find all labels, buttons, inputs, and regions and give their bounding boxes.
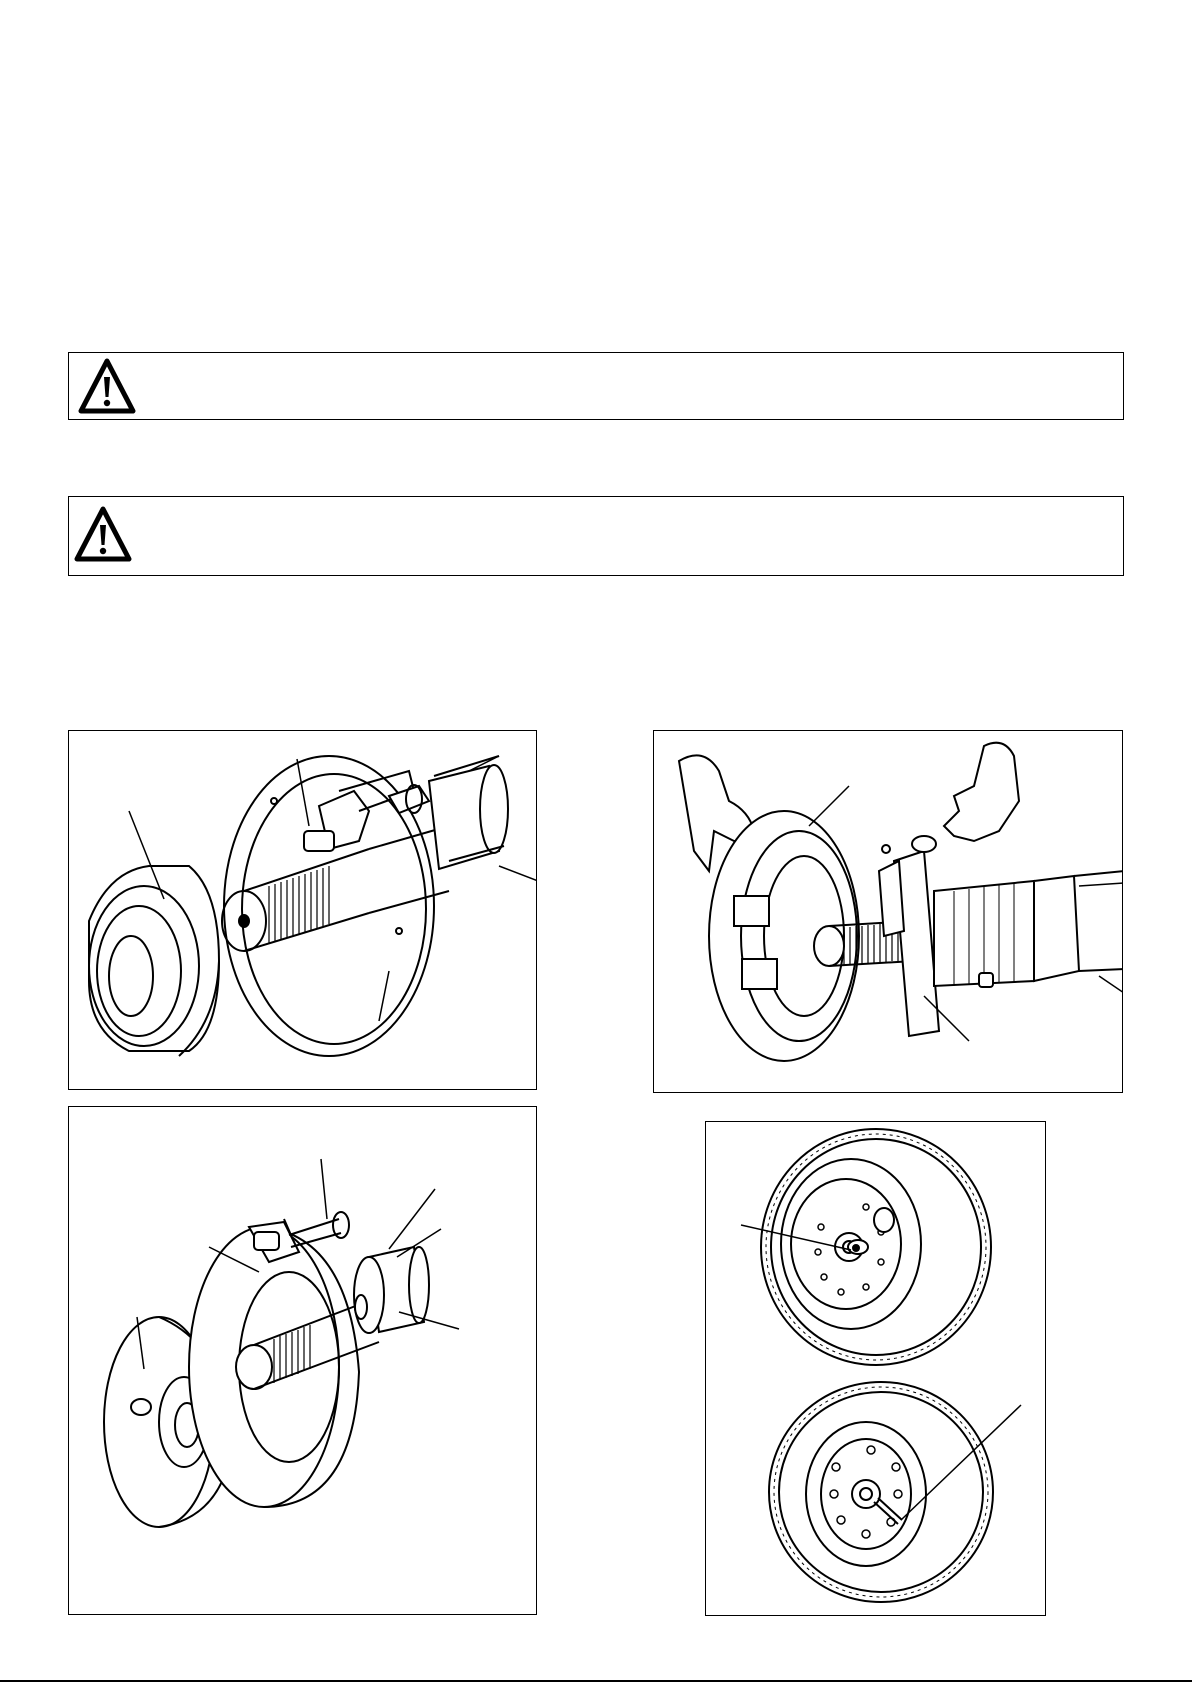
figure-flange-cone-exploded [68, 1106, 537, 1615]
warning-box-2 [68, 496, 1124, 576]
figure-wheels-on-flange [705, 1121, 1046, 1616]
upper-wheel-drawing [761, 1129, 991, 1365]
hub-drawing [934, 871, 1123, 987]
footer-rule [0, 1680, 1192, 1682]
warning-triangle-icon [77, 357, 137, 417]
centering-cone-drawing [89, 866, 219, 1056]
figure-hands-mounting-flange [653, 730, 1123, 1093]
figure-flange-cone-mounting [68, 730, 537, 1090]
hub-drawing [429, 756, 508, 869]
right-hand-drawing [882, 743, 1019, 853]
warning-box-1 [68, 352, 1124, 420]
mounting-flange-drawing [879, 851, 939, 1036]
warning-triangle-icon [73, 505, 133, 565]
lower-wheel-drawing [769, 1382, 993, 1602]
hub-drawing [354, 1247, 429, 1333]
